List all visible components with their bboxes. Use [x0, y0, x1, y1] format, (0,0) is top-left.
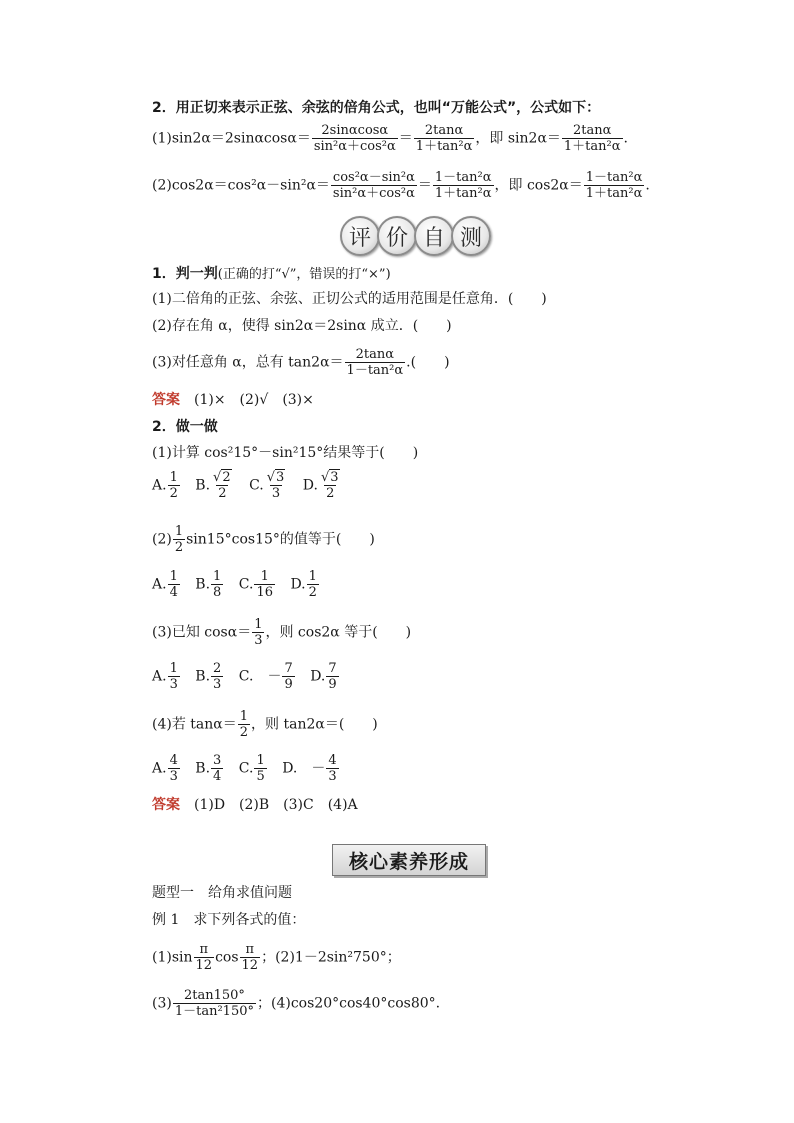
fraction: $\frac{4}{3}$ [169, 753, 178, 784]
formula-label: (2)cos2α＝cos²α－sin²α＝ [152, 177, 330, 194]
practice-q2-options [152, 569, 330, 600]
judge-title: 1．判一判 [152, 266, 218, 282]
fraction: $\frac{\text{1－tan²α}}{\text{1＋tan²α}}$ [434, 170, 492, 201]
option: A. $\frac{4}{3}$ [152, 753, 178, 784]
fraction: $\frac{2\sin\alpha\cos\alpha}{\text{sin²α＋cos²α}}$ [313, 123, 396, 154]
badge-char: 测 [451, 216, 491, 256]
fraction: $\frac{√2}{2}$ [213, 470, 231, 501]
formula-label: (1)sin2α＝2sinαcosα＝ [152, 130, 311, 147]
fraction: $\frac{1}{2}$ [174, 524, 184, 555]
fraction: $\frac{1}{5}$ [256, 753, 265, 784]
badge-char: 评 [340, 216, 380, 256]
fraction: $\frac{1}{3}$ [169, 661, 178, 692]
fraction: $\frac{7}{9}$ [284, 661, 293, 692]
option: A. $\frac{1}{4}$ [152, 569, 178, 600]
answer-line-1 [152, 390, 314, 410]
fraction: $\frac{2}{3}$ [213, 661, 222, 692]
sqrt-symbol: √3 [266, 470, 285, 485]
fraction: $\frac{\text{cos²α－sin²α}}{\text{sin²α＋cos²α}}$ [332, 170, 415, 201]
fraction: $\frac{4}{3}$ [328, 753, 337, 784]
badge-char: 价 [377, 216, 417, 256]
fraction: $\frac{\text{1－tan²α}}{\text{1＋tan²α}}$ [585, 170, 643, 201]
sqrt-symbol: √2 [213, 470, 231, 485]
option: B. $\frac{2}{3}$ [195, 661, 222, 692]
practice-q3-options [152, 661, 350, 692]
option: B. $\frac{3}{4}$ [195, 753, 222, 784]
fraction: $\frac{√3}{3}$ [266, 470, 285, 501]
practice-question-4: (4)若 tanα＝ $\frac{1}{2}$ ，则 tan2α＝( ) [152, 709, 378, 740]
option: C. － $\frac{7}{9}$ [238, 661, 293, 692]
formula-sin2a: (1)sin2α＝2sinαcosα＝ $\frac{2\sin\alpha\cos\alpha}{\text{sin²α＋cos²α}}$ ＝ $\frac{2\tan\alpha}{\text{1＋tan²α}}$ ，即 sin2α＝ $\frac{2\tan\alpha}{\text{1＋tan²α}}$ . [152, 123, 628, 154]
option: A. $\frac{1}{3}$ [152, 661, 178, 692]
option: D. － $\frac{4}{3}$ [282, 753, 337, 784]
option: D. $\frac{7}{9}$ [310, 661, 337, 692]
example-1-items-3-4: (3) $\frac{2\tan 150^\circ}{\text{1－tan²150°}}$ ；(4)cos20°cos40°cos80°. [152, 988, 441, 1019]
fraction: $\frac{1}{3}$ [254, 617, 263, 648]
fraction: $\frac{1}{4}$ [169, 569, 178, 600]
answer-label: 答案 [152, 797, 180, 813]
practice-q4-options [152, 753, 350, 784]
answer-line-2 [152, 795, 358, 815]
fraction: $\frac{\pi}{12}$ [195, 942, 213, 973]
question-type-heading: 题型一 给角求值问题 [152, 885, 292, 901]
answer-label: 答案 [152, 392, 180, 408]
judge-question-1: (1)二倍角的正弦、余弦、正切公式的适用范围是任意角．( ) [152, 291, 547, 307]
option: D. $\frac{√3}{2}$ [303, 470, 343, 501]
judge-question-2: (2)存在角 α，使得 sin2α＝2sinα 成立．( ) [152, 318, 452, 334]
example-1-heading: 例 1 求下列各式的值： [152, 912, 306, 928]
option: C. $\frac{√3}{3}$ [249, 470, 288, 501]
core-section-banner: 核心素养形成 [332, 844, 486, 876]
option: C. $\frac{1}{16}$ [238, 569, 273, 600]
judge-title-line [152, 264, 391, 285]
self-assessment-badge [340, 216, 488, 256]
formula-cos2a: (2)cos2α＝cos²α－sin²α＝ $\frac{\text{cos²α－sin²α}}{\text{sin²α＋cos²α}}$ ＝ $\frac{\text{1－tan²α}}{\text{1＋tan²α}}$ ，即 cos2α＝ $\frac{\text{1－tan²α}}{\text{1＋tan²α}}$ . [152, 170, 650, 201]
answer-text: (1)× (2)√ (3)× [194, 392, 314, 408]
judge-note: (正确的打“√”，错误的打“×”) [217, 267, 391, 282]
option: B. $\frac{√2}{2}$ [195, 470, 234, 501]
section-heading-universal-formulas: 2．用正切来表示正弦、余弦的倍角公式，也叫“万能公式”，公式如下： [152, 100, 601, 116]
answer-text: (1)D (2)B (3)C (4)A [194, 797, 358, 813]
option: B. $\frac{1}{8}$ [195, 569, 222, 600]
practice-q1-options [152, 470, 353, 501]
example-1-items-1-2: (1)sin $\frac{\pi}{12}$ cos $\frac{\pi}{12}$ ；(2)1－2sin²750°； [152, 942, 401, 973]
badge-char: 自 [414, 216, 454, 256]
fraction: $\frac{1}{8}$ [213, 569, 222, 600]
sqrt-symbol: √3 [320, 470, 339, 485]
practice-title: 2．做一做 [152, 419, 218, 435]
practice-question-2: (2) $\frac{1}{2}$ sin15°cos15°的值等于( ) [152, 524, 375, 555]
judge-question-3: (3)对任意角 α，总有 tan2α＝ $\frac{2\tan\alpha}{\text{1－tan²α}}$ .( ) [152, 347, 450, 378]
fraction: $\frac{2\tan\alpha}{\text{1＋tan²α}}$ [563, 123, 621, 154]
fraction: $\frac{\pi}{12}$ [241, 942, 259, 973]
fraction: $\frac{1}{2}$ [169, 470, 178, 501]
option: C. $\frac{1}{5}$ [238, 753, 265, 784]
practice-question-1: (1)计算 cos²15°－sin²15°结果等于( ) [152, 445, 419, 461]
fraction: $\frac{√3}{2}$ [320, 470, 339, 501]
fraction: $\frac{3}{4}$ [213, 753, 222, 784]
fraction: $\frac{2\tan\alpha}{\text{1－tan²α}}$ [346, 347, 404, 378]
fraction: $\frac{1}{16}$ [256, 569, 273, 600]
option: D. $\frac{1}{2}$ [290, 569, 317, 600]
fraction: $\frac{2\tan 150^\circ}{\text{1－tan²150°}}$ [174, 988, 254, 1019]
fraction: $\frac{1}{2}$ [239, 709, 249, 740]
fraction: $\frac{7}{9}$ [328, 661, 337, 692]
option: A. $\frac{1}{2}$ [152, 470, 178, 501]
practice-question-3: (3)已知 cosα＝ $\frac{1}{3}$ ，则 cos2α 等于( ) [152, 617, 412, 648]
fraction: $\frac{1}{2}$ [308, 569, 317, 600]
fraction: $\frac{2\tan\alpha}{\text{1＋tan²α}}$ [415, 123, 473, 154]
